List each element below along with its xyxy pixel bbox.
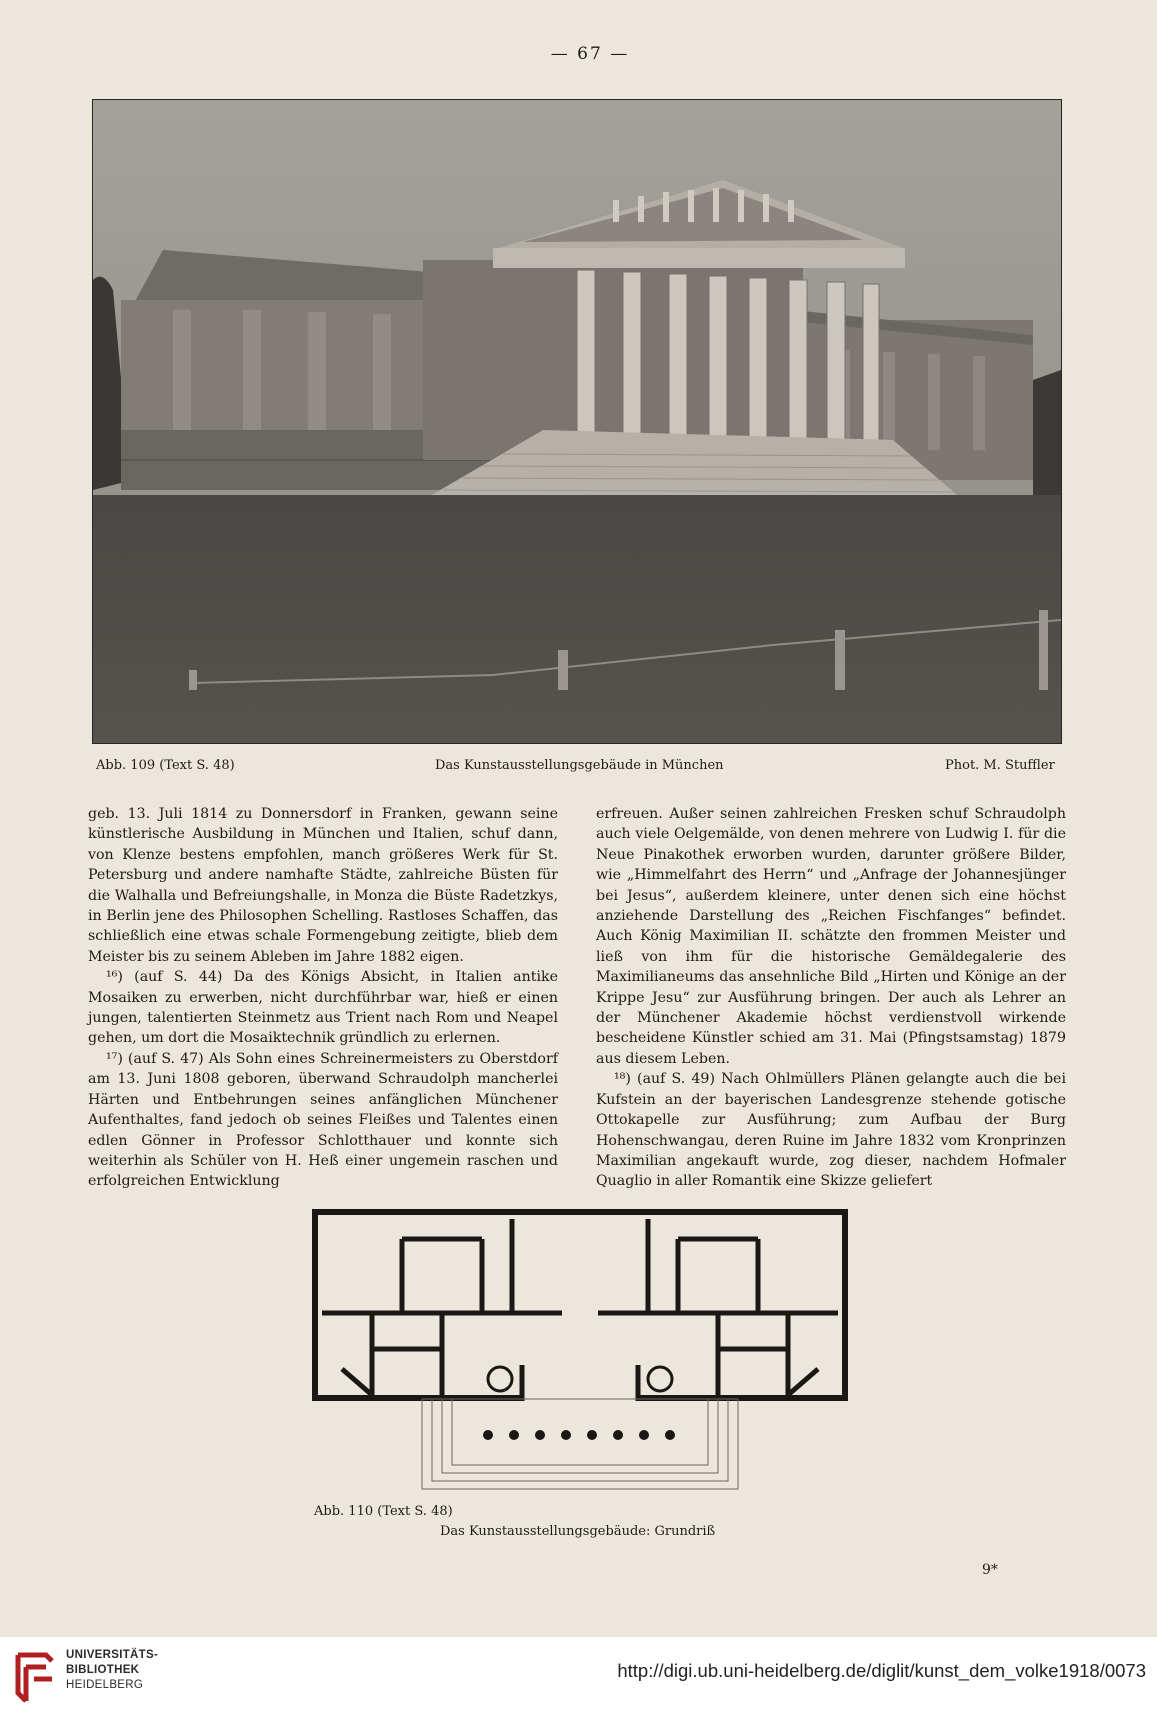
figure-110-label: Abb. 110 (Text S. 48) [314, 1504, 453, 1519]
source-url[interactable] [586, 1660, 1146, 1682]
text-column-left [88, 804, 558, 1192]
source-link[interactable]: http://digi.ub.uni-heidelberg.de/diglit/kunst_dem_volke1918/0073 [617, 1660, 1146, 1681]
library-logo-icon [12, 1647, 58, 1707]
figure-110-title: Das Kunstausstellungsgebäude: Grundriß [440, 1524, 716, 1539]
figure-109-credit: Phot. M. Stuffler [945, 758, 1055, 773]
floor-plan [312, 1209, 848, 1491]
logo-line-1: UNIVERSITÄTS- [66, 1649, 159, 1661]
figure-109-title: Das Kunstausstellungsgebäude in München [435, 758, 724, 773]
footnote-17: ¹⁷) (auf S. 47) Als Sohn eines Schreinermeisters zu Oberstdorf am 13. Juni 1808 geboren, überwand Schraudolph mancherlei Härten und Entbehrungen seines anfänglichen Münchener Aufenthaltes, fand jedoch ob seines Fleißes und Talentes einen edlen Gönner in Professor Schlotthauer und konnte sich weiterhin als Schüler von H. Heß einer ungemein raschen und erfolgreichen Entwicklung [88, 1050, 558, 1190]
logo-line-3: HEIDELBERG [66, 1679, 144, 1691]
signature-mark: 9* [982, 1562, 998, 1578]
logo-line-2: BIBLIOTHEK [66, 1664, 140, 1676]
figure-109-label: Abb. 109 (Text S. 48) [96, 758, 235, 773]
page-number: — 67 — [550, 44, 630, 64]
footnote-18: ¹⁸) (auf S. 49) Nach Ohlmüllers Plänen gelangte auch die bei Kufstein an der bayerischen Landesgrenze stehende gotische Ottokapelle zur Ausführung; zum Aufbau der Burg Hohenschwangau, deren Ruine im Jahre 1832 vom Kronprinzen Maximilian angekauft wurde, zog dieser, nachdem Hofmaler Quaglio in aller Romantik eine Skizze geliefert [596, 1071, 1066, 1190]
footnote-16: ¹⁶) (auf S. 44) Da des Königs Absicht, in Italien antike Mosaiken zu erwerben, nicht durchführbar war, hieß er einen jungen, talentierten Steinmetz aus Trient nach Rom und Neapel gehen, um dort die Mosaiktechnik gründlich zu erlernen. [88, 969, 558, 1047]
paragraph: geb. 13. Juli 1814 zu Donnersdorf in Franken, gewann seine künstlerische Ausbildung in München und Italien, schuf dann, von Klenze bestens empfohlen, manch größeres Werk für St. Petersburg und andere namhafte Städte, zahlreiche Büsten für die Walhalla und Befreiungshalle, in Monza die Büste Radetzkys, in Berlin jene des Philosophen Schelling. Rastloses Schaffen, das schließlich eine etwas schale Formengebung zeitigte, blieb dem Meister bis zu seinem Ableben im Jahre 1882 eigen. [88, 806, 558, 965]
building-photograph [92, 99, 1062, 744]
paragraph: erfreuen. Außer seinen zahlreichen Fresken schuf Schraudolph auch viele Oelgemälde, von denen mehrere von Ludwig I. für die Neue Pinakothek erworben wurden, darunter größere Bilder, wie „Himmelfahrt des Herrn“ und „Anfrage der Johannesjünger bei Jesus“, außerdem kleinere, unter denen sich eine höchst anziehende Darstellung des „Reichen Fischfanges“ befindet. Auch König Maximilian II. schätzte den frommen Meister und ließ von ihm für die historische Gemäldegalerie des Maximilianeums das ansehnliche Bild „Hirten und Könige an der Krippe Jesu“ zur Ausführung bringen. Der auch als Lehrer an der Münchener Akademie höchst verdienstvoll wirkende bescheidene Künstler schied am 31. Mai (Pfingstsamstag) 1879 aus diesem Leben. [596, 806, 1066, 1067]
text-column-right [596, 804, 1066, 1192]
